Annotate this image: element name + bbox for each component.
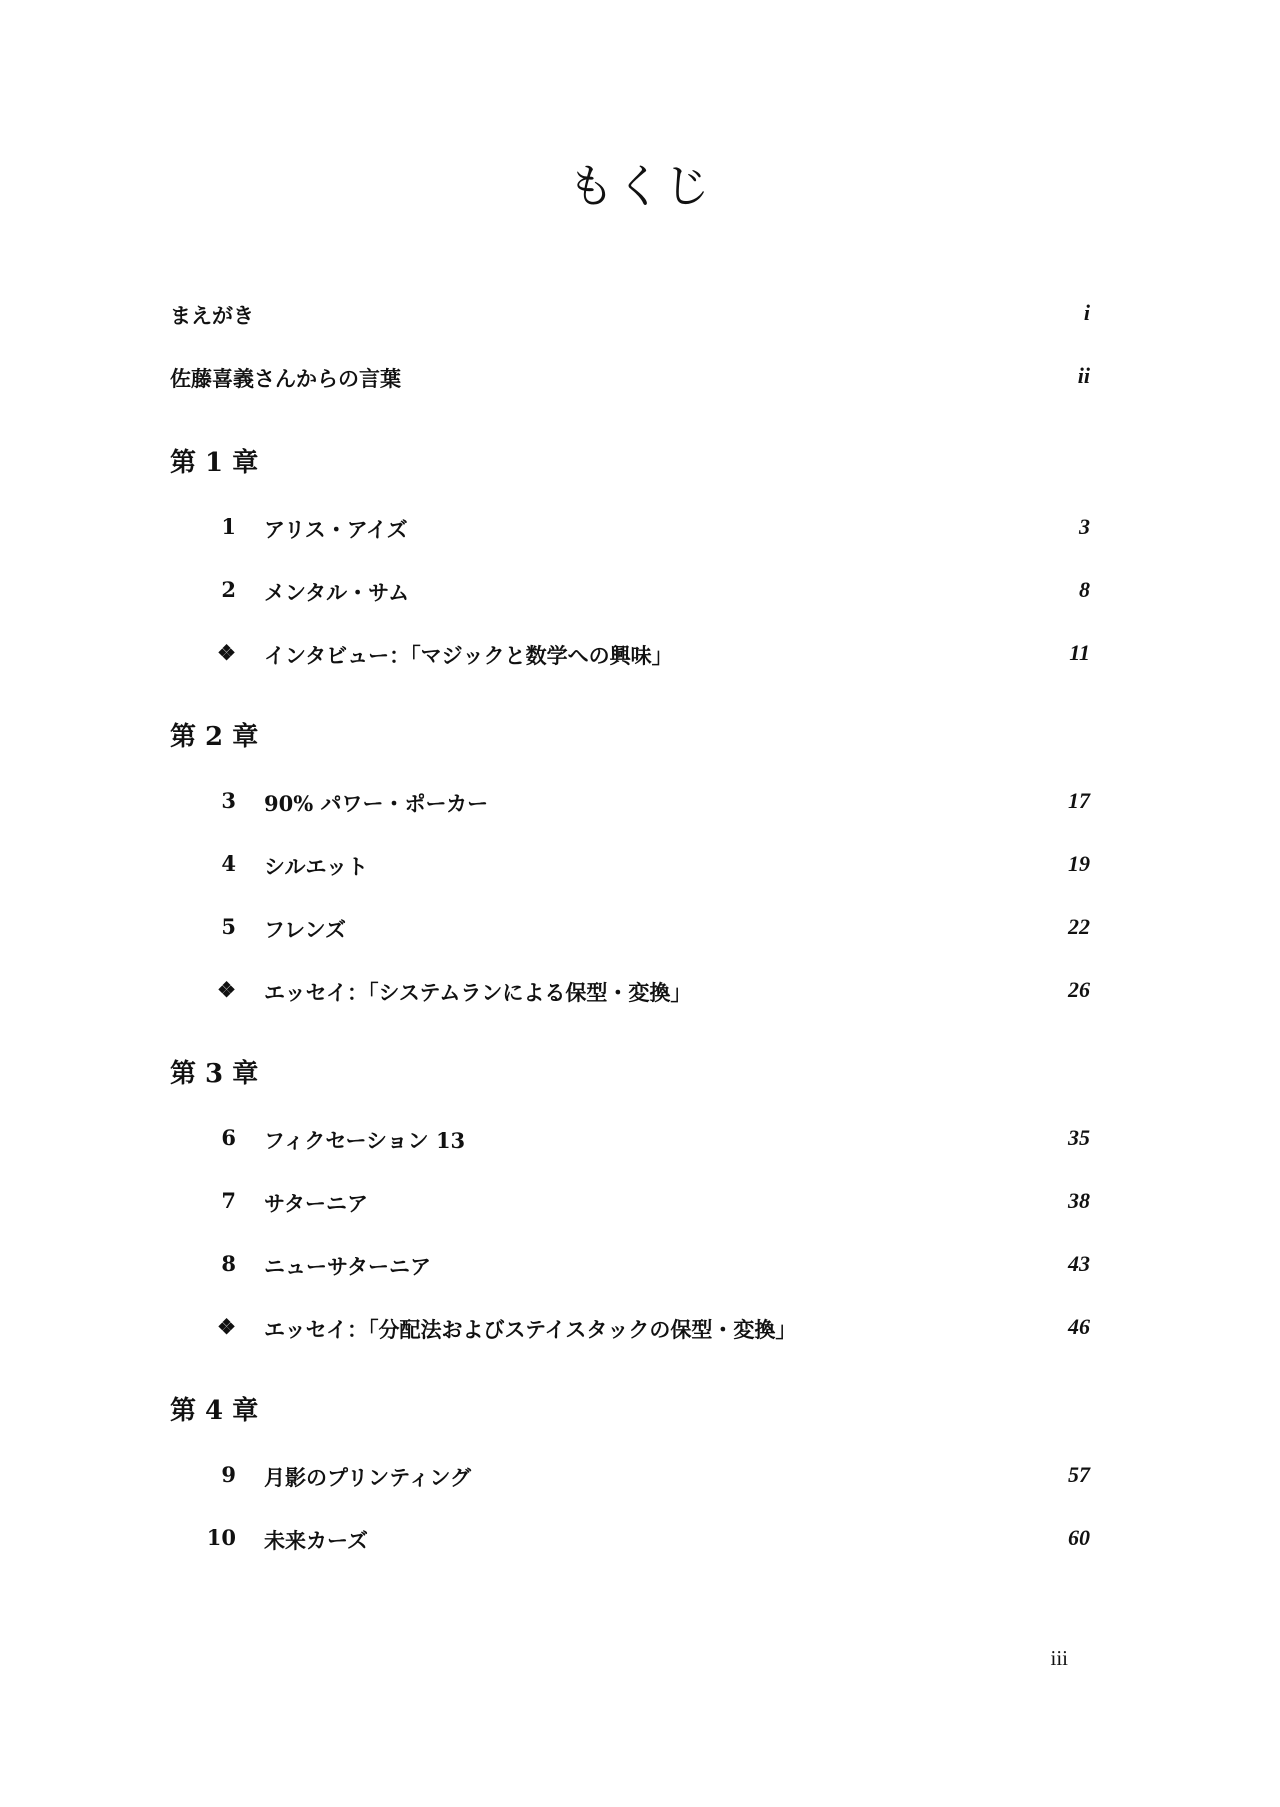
toc-entry-title: まえがき — [170, 303, 254, 328]
toc-entry-number: 4 — [221, 851, 236, 876]
toc-entry-title: ニューサターニア — [264, 1254, 431, 1279]
toc-entry-number: 2 — [221, 577, 236, 602]
toc-entry-page: 57 — [1068, 1462, 1090, 1487]
page-title: もくじ — [568, 159, 712, 213]
toc-entry[interactable] — [170, 1243, 1090, 1283]
toc-entry[interactable] — [170, 569, 1090, 609]
toc-entry-number: 1 — [221, 514, 236, 539]
toc-entry[interactable] — [170, 506, 1090, 546]
toc-entry-title: エッセイ：「システムランによる保型・変換」 — [264, 980, 692, 1005]
toc-entry-number: 6 — [221, 1125, 236, 1150]
toc-entry[interactable] — [170, 780, 1090, 820]
toc-entry-title: メンタル・サム — [264, 580, 410, 605]
toc-entry-page: 19 — [1068, 851, 1090, 876]
chapter-heading: 第 1 章 — [170, 448, 259, 478]
toc-entry[interactable] — [170, 906, 1090, 946]
toc-entry-page: 8 — [1079, 577, 1090, 602]
toc-entry-page: 11 — [1069, 640, 1090, 665]
diamond-bullet-icon: ❖ — [217, 1314, 236, 1339]
toc-entry[interactable] — [170, 1117, 1090, 1157]
toc-entry-number: 10 — [206, 1525, 236, 1550]
toc-entry-page: 38 — [1068, 1188, 1090, 1213]
toc-entry-title: 佐藤喜義さんからの言葉 — [170, 366, 401, 391]
chapter-heading: 第 3 章 — [170, 1059, 259, 1089]
toc-entry-page: 35 — [1068, 1125, 1090, 1150]
toc-entry[interactable] — [170, 632, 1090, 672]
page-number: iii — [1050, 1646, 1068, 1670]
toc-entry[interactable] — [170, 843, 1090, 883]
toc-entry-page: 26 — [1068, 977, 1090, 1002]
toc-entry-title: 90% パワー・ポーカー — [264, 791, 489, 816]
toc-entry-title: アリス・アイズ — [264, 517, 408, 542]
toc-entry-page: 60 — [1068, 1525, 1090, 1550]
toc-entry-page: 43 — [1068, 1251, 1090, 1276]
toc-entry-number: 7 — [221, 1188, 236, 1213]
toc-entry-title: サターニア — [264, 1191, 368, 1216]
toc-entry-title: 未来カーズ — [264, 1528, 368, 1553]
toc-entry-page: 17 — [1068, 788, 1090, 813]
chapter-heading: 第 2 章 — [170, 722, 259, 752]
toc-entry-page: i — [1083, 300, 1090, 325]
toc-entry[interactable] — [170, 1517, 1090, 1557]
toc-entry-title: シルエット — [264, 854, 369, 879]
table-of-contents — [170, 0, 1090, 1807]
toc-entry[interactable] — [170, 1454, 1090, 1494]
toc-entry-page: 46 — [1068, 1314, 1090, 1339]
toc-entry-title: インタビュー：「マジックと数学への興味」 — [264, 643, 673, 668]
toc-entry-page: 3 — [1079, 514, 1090, 539]
toc-entry-number: 3 — [221, 788, 236, 813]
toc-entry-number: 9 — [221, 1462, 236, 1487]
diamond-bullet-icon: ❖ — [217, 977, 236, 1002]
toc-entry-title: フレンズ — [264, 917, 347, 942]
chapter-heading: 第 4 章 — [170, 1396, 259, 1426]
toc-entry-title: フィクセーション 13 — [264, 1128, 466, 1153]
toc-entry-number: 5 — [221, 914, 236, 939]
toc-entry-number: 8 — [221, 1251, 236, 1276]
toc-entry-title: エッセイ：「分配法およびステイスタックの保型・変換」 — [264, 1317, 797, 1342]
toc-entry[interactable] — [170, 969, 1090, 1009]
toc-entry[interactable] — [170, 1180, 1090, 1220]
diamond-bullet-icon: ❖ — [217, 640, 236, 665]
toc-entry-preface[interactable] — [170, 292, 1090, 332]
toc-entry-message[interactable] — [170, 355, 1090, 395]
toc-entry-page: ii — [1077, 363, 1090, 388]
toc-entry[interactable] — [170, 1306, 1090, 1346]
toc-entry-title: 月影のプリンティング — [264, 1465, 472, 1490]
toc-entry-page: 22 — [1068, 914, 1090, 939]
